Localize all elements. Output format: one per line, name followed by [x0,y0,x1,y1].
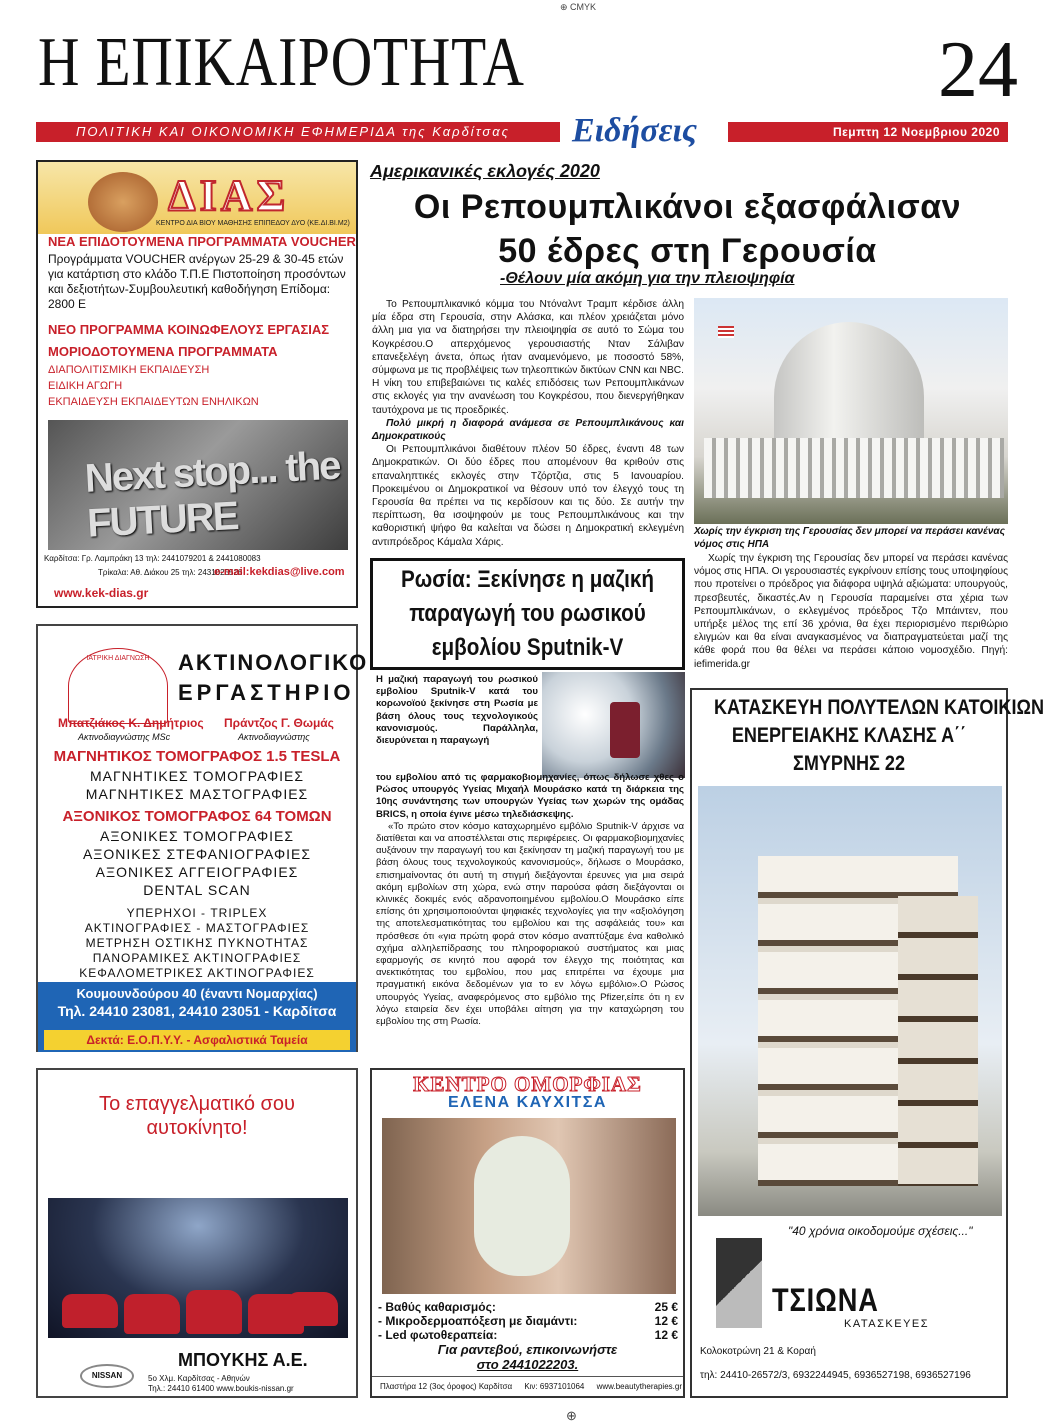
masthead-title: Η ΕΠΙΚΑΙΡΟΤΗΤΑ [38,24,525,101]
russia-paragraph: «Το πρώτο στον κόσμο καταχωρημένο εμβόλιο Sputnik-V άρχισε να διατίθεται και να αποστέλλεται στις περιφέρειες. Οι φαρμακοβιομηχανίες αυξάνουν την παραγωγή του και ξεκίνησαν τη μαζική παραγωγή του με βάση όλους τους τεχνολογικούς κανονισμούς», δήλωσε ο Μουράσκο, επισημαίνοντας ότι αυτή τη στιγμή διεξάγονται έρευνες για μια σειρά ακόμη εμβολίων στη χώρα, ενώ στην παρούσα φάση διεξάγονται οι κλινικές δοκιμές ενός αδρανοποιημένου εμβολίου.Ο Μουράσκο είπε επίσης ότι χρησιμοποιούνται ψηφιακές τεχνολογίες για την «αξιολόγηση της αποτελεσματικότητας του εμβολίου και της ασφάλειάς του» και πρόσθεσε ότι «για πρώτη φορά στον κόσμο αναπτύξαμε ένα καθολικό σχήμα αλληλεπίδρασης του πληροφοριακού συστήματος και μιας εφαρμογής σε κινητό που αφορά τον έλεγχο της ποιότητας και ανεκτικότητας του εμβολίου, που μας επιτρέπει να έχουμε μια πραγματική εικόνα δεδομένων για το εν λόγω εμβόλιο».Ο Ρώσος υπουργός Υγείας, αναφερόμενος στο εμβόλιο της Pfizer,είπε ότι η εν λόγω εταιρεία δεν έχει υποβάλει αίτηση για την καταχώρηση του εμβολίου της στη Ρωσία. [376,820,684,1028]
car-ad-title [38,1092,356,1140]
russia-body [376,772,684,1028]
radiology-title-1: ΑΚΤΙΝΟΛΟΓΙΚΟ [178,650,369,675]
photo-caption: Χωρίς την έγκριση της Γερουσίας δεν μπορεί να περάσει κανένας νόμος στις ΗΠΑ [694,526,1005,550]
article-paragraph-2: Οι Ρεπουμπλικάνοι διαθέτουν πλέον 50 έδρες, έναντι 48 των Δημοκρατικών. Οι δύο έδρες που απομένουν θα κριθούν στις επαναληπτικές εκλογές στην Τζόρτζια, στις 5 Ιανουαρίου. Προκειμένου οι Δημοκρατικοί να θέσουν υπό τον έλεγχό τους τη Γερουσία θα πρέπει να τις κερδίσουν και τις δύο. Σε αυτήν την περίπτωση, θα ισοψηφούν με τους Ρεπουμπλικάνους και την καθοριστική ψήφο θα καλείται να δώσει η Δημοκρατική εκλεγμένη αντιπρόεδρος Κάμαλα Χάρις. [372,444,684,548]
radiology-mri: ΜΑΓΝΗΤΙΚΟΣ ΤΟΜΟΓΡΑΦΟΣ 1.5 TESLA [53,748,341,765]
radiology-other-4: ΠΑΝΟΡΑΜΙΚΕΣ ΑΚΤΙΝΟΓΡΑΦΙΕΣ [92,951,302,965]
beauty-face-mask-photo [382,1118,676,1294]
radiology-doctor-2: Πράντζος Γ. Θωμάς [224,716,334,730]
russia-headline-line-3: εμβολίου Sputnik-V [431,634,624,661]
price-label: - Βαθύς καθαρισμός: [378,1300,496,1314]
dias-heading-koinofelous: ΝΕΟ ΠΡΟΓΡΑΜΜΑ ΚΟΙΝΩΦΕΛΟΥΣ ΕΡΓΑΣΙΑΣ [48,322,330,337]
radiology-doctor-1-title: Ακτινοδιαγνώστης MSc [78,732,171,742]
article-paragraph-3: Χωρίς την έγκριση της Γερουσίας δεν μπορεί να περάσει κανένας νόμος στις ΗΠΑ. Οι γερουσιαστές εγκρίνουν επίσης τους υποψηφίους που προτείνει ο πρόεδρος για διάφορα υψηλά αξιώματα: υπουργούς, πρεσβευτές, δικαστές.Αν η Γερουσία παραμείνει στα χέρια των Ρεπουμπλικάνων, ο εκλεγμένος πρόεδρος Τζο Μπάιντεν, που υπήρξε μέλος της επί 36 χρόνια, θα έχει περιορισμένο περιθώριο ελιγμών και θα είναι αναγκασμένος να διαπραγματεύεται μαζί της κάθε φορά που θα θέλει να περάσει κάποιο νομοσχέδιο. Πηγή: iefimerida.gr [694,553,1008,670]
dias-program-1: ΔΙΑΠΟΛΙΤΙΣΜΙΚΗ ΕΚΠΑΙΔΕΥΣΗ [48,364,210,376]
radiology-ct-3: ΑΞΟΝΙΚΕΣ ΑΓΓΕΙΟΓΡΑΦΙΕΣ [95,864,299,880]
dias-logo-icon [88,172,158,232]
russia-headline [395,563,661,665]
dias-email[interactable]: e-mail:kekdias@live.com [214,566,345,578]
construction-address: Κολοκοτρώνη 21 & Κοραή [700,1346,816,1357]
radiology-ct-1: ΑΞΟΝΙΚΕΣ ΤΟΜΟΓΡΑΦΙΕΣ [99,828,295,844]
article-headline-line-1: Οι Ρεπουμπλικάνοι εξασφάλισαν [413,188,962,226]
price-label: - Μικροδερμοαπόξεση με διαμάντι: [378,1314,578,1328]
radiology-mri-2: ΜΑΓΝΗΤΙΚΕΣ ΜΑΣΤΟΓΡΑΦΙΕΣ [85,786,309,802]
car-ad-title-line-1: Το επαγγελματικό σου [99,1093,295,1115]
russia-lead: Η μαζική παραγωγή του ρωσικού εμβολίου Sputnik-V κατά του κορωνοϊού ξεκίνησε στη Ρωσία με βάση όλους τους τεχνολογικούς κανονισμούς. Παράλληλα, διευρύνεται η παραγωγή [376,674,538,747]
construction-company-sub: ΚΑΤΑΣΚΕΥΕΣ [844,1318,930,1330]
dias-voucher-text: Προγράμματα VOUCHER ανέργων 25-29 & 30-45 ετών για κατάρτιση στο κλάδο Τ.Π.Ε Πιστοποίηση προσόντων και δεξιοτήτων-Συμβουλευτική καθοδήγηση Επίδομα: 2800 Ε [48,252,346,311]
dias-heading-moriodotoumena: ΜΟΡΙΟΔΟΤΟΥΜΕΝΑ ΠΡΟΓΡΑΜΜΑΤΑ [48,344,278,359]
russia-headline-box [370,558,685,670]
dias-logo: ΔΙΑΣ [168,171,290,220]
construction-title-1: ΚΑΤΑΣΚΕΥΗ ΠΟΛΥΤΕΛΩΝ ΚΑΤΟΙΚΙΩΝ [713,696,1044,719]
construction-phone: τηλ: 24410-26572/3, 6932244945, 6936527198, 6936527196 [700,1370,971,1381]
russia-headline-line-1: Ρωσία: Ξεκίνησε η μαζική [401,566,654,593]
construction-title-3: ΣΜΥΡΝΗΣ 22 [792,752,906,775]
radiology-doctor-2-title: Ακτινοδιαγνώστης [238,732,310,742]
radiology-phone: Τηλ. 24410 23081, 24410 23051 - Καρδίτσα [57,1003,337,1019]
price-value: 12 € [654,1314,678,1328]
price-row [378,1300,678,1314]
radiology-other-5: ΚΕΦΑΛΟΜΕΤΡΙΚΕΣ ΑΚΤΙΝΟΓΡΑΦΙΕΣ [79,966,315,980]
building-side [898,896,978,1186]
car-showroom-image [48,1198,348,1338]
ad-construction [690,688,1044,1398]
beauty-call-to-action: Για ραντεβού, επικοινωνήστε [437,1342,618,1357]
radiology-other-3: ΜΕΤΡΗΣΗ ΟΣΤΙΚΗΣ ΠΥΚΝΟΤΗΤΑΣ [85,936,309,950]
car-icon [288,1292,338,1326]
section-title: Ειδήσεις [572,112,698,149]
dias-heading-voucher: ΝΕΑ ΕΠΙΔΟΤΟΥΜΕΝΑ ΠΡΟΓΡΑΜΜΑΤΑ VOUCHER [48,234,356,249]
radiology-doctor-1: Μπατζιάκος Κ. Δημήτριος [58,716,204,730]
ad-beauty-center [370,1068,685,1398]
dias-header [38,162,356,234]
beauty-title: ΚΕΝΤΡΟ ΟΜΟΡΦΙΑΣ [413,1072,642,1096]
price-value: 12 € [654,1328,678,1342]
radiology-title-2: ΕΡΓΑΣΤΗΡΙΟ [178,680,355,705]
radiology-mri-1: ΜΑΓΝΗΤΙΚΕΣ ΤΟΜΟΓΡΑΦΙΕΣ [89,768,305,784]
radiology-insurance: Δεκτά: Ε.Ο.Π.Υ.Υ. - Ασφαλιστικά Ταμεία [44,1030,350,1050]
page-number: 24 [938,26,1018,114]
price-value: 25 € [654,1300,678,1314]
radiology-other-1: ΥΠΕΡΗΧΟΙ - TRIPLEX [126,906,268,920]
tsiona-logo-icon [716,1238,762,1328]
article-kicker: Αμερικανικές εκλογές 2020 [370,161,600,181]
beauty-website[interactable]: www.beautytherapies.gr [596,1382,682,1391]
dias-logo-sub: ΚΕΝΤΡΟ ΔΙΑ ΒΙΟΥ ΜΑΘΗΣΗΣ ΕΠΙΠΕΔΟΥ ΔΥΟ (ΚΕ.ΔΙ.ΒΙ.Μ2) [156,220,350,227]
dias-website[interactable]: www.kek-dias.gr [54,586,149,600]
issue-date: Πεμπτη 12 Νοεμβριου 2020 [728,122,1008,142]
registration-mark: ⊕ CMYK [560,2,597,12]
car-icon [186,1290,242,1334]
capitol-columns [704,438,1004,498]
ad-dias [36,160,358,608]
article-subhead: -Θέλουν μία ακόμη για την πλειοψηφία [500,270,795,287]
vaccine-photo [542,672,685,778]
construction-company-name: ΤΣΙΩΝΑ [772,1282,879,1318]
ad-radiology [36,624,369,1052]
article-subheading: Πολύ μικρή η διαφορά ανάμεσα σε Ρεπουμπλικάνους και Δημοκρατικούς [372,417,684,443]
beauty-address: Πλαστήρα 12 (3ος όροφος) Καρδίτσα [380,1382,513,1391]
nissan-logo: NISSAN [80,1364,134,1388]
price-label: - Led φωτοθεραπεία: [378,1328,498,1342]
price-row [378,1328,678,1342]
masthead-tagline: ΠΟΛΙΤΙΚΗ ΚΑΙ ΟΙΚΟΝΟΜΙΚΗ ΕΦΗΜΕΡΙΔΑ της Καρδίτσας [36,122,560,142]
dias-address-trikala: Τρίκαλα: Αθ. Διάκου 25 τηλ: 2431025526 [98,568,243,577]
beauty-phone: στο 2441022203. [476,1357,579,1372]
car-icon [124,1294,180,1334]
vial-icon [610,702,640,758]
article-body-right [694,552,1008,671]
radiology-other-2: ΑΚΤΙΝΟΓΡΑΦΙΕΣ - ΜΑΣΤΟΓΡΑΦΙΕΣ [84,921,310,935]
face-mask-icon [474,1136,570,1276]
radiology-ct-4: DENTAL SCAN [143,882,251,898]
radiology-ct: ΑΞΟΝΙΚΟΣ ΤΟΜΟΓΡΑΦΟΣ 64 ΤΟΜΩΝ [62,808,332,825]
article-headline-line-2: 50 έδρες στη Γερουσία [498,232,877,270]
article-headline [370,185,1005,273]
capitol-dome [774,322,924,442]
registration-mark-bottom: ⊕ [566,1408,577,1423]
capitol-photo [694,298,1008,524]
radiology-logo: ΙΑΤΡΙΚΗ ΔΙΑΓΝΩΣΗ [68,648,168,724]
car-dealer-address: 5ο Χλμ. Καρδίτσας - Αθηνών [148,1374,250,1383]
construction-slogan: "40 χρόνια οικοδομούμε σχέσεις..." [788,1224,973,1238]
beauty-mobile: Κιν: 6937101064 [524,1382,585,1391]
russia-lead-continued: του εμβολίου από τις φαρμακοβιομηχανίες, όπως δήλωσε χθες ο Ρώσος υπουργός Υγείας Μιχαήλ Μουράσκο κατά τη διάρκεια της 10ης συνάντησης των υπουργών Υγείας των χωρών της ομάδας BRICS, η οποία έγινε μέσω τηλεδιάσκεψης. [376,772,684,820]
beauty-owner: ΕΛΕΝΑ ΚΑΥΧΙΤΣΑ [448,1094,607,1111]
car-icon [62,1294,118,1328]
dias-program-3: ΕΚΠΑΙΔΕΥΣΗ ΕΚΠΑΙΔΕΥΤΩΝ ΕΝΗΛΙΚΩΝ [48,396,259,408]
car-ad-title-line-2: αυτοκίνητο! [146,1117,248,1139]
article-body-left [372,298,684,549]
dias-image-text: Next stop... the FUTURE [83,443,341,546]
ad-car-dealer [36,1068,358,1398]
dias-program-2: ΕΙΔΙΚΗ ΑΓΩΓΗ [48,380,123,392]
us-flag-icon [718,326,734,338]
car-dealer-name: ΜΠΟΥΚΗΣ Α.Ε. [178,1350,308,1370]
radiology-ct-2: ΑΞΟΝΙΚΕΣ ΣΤΕΦΑΝΙΟΓΡΑΦΙΕΣ [82,846,312,862]
dias-address-karditsa: Καρδίτσα: Γρ. Λαμπράκη 13 τηλ: 2441079201 & 2441080083 [44,554,261,563]
radiology-address: Κουμουνδούρου 40 (έναντι Νομαρχίας) [76,986,318,1001]
dias-truck-image [48,420,348,550]
building-render [698,786,1002,1216]
price-row [378,1314,678,1328]
beauty-footer [372,1376,683,1396]
radiology-contact-bar [38,982,356,1052]
article-paragraph-1: Το Ρεπουμπλικανικό κόμμα του Ντόναλντ Τραμπ κέρδισε άλλη μία έδρα στη Γερουσία, στην Αλάσκα, και πλέον χρειάζεται μόνο άλλη μια για να διατηρήσει την πλειοψηφία σε αυτό το Σώμα του Κογκρέσου.Ο απερχόμενος γερουσιαστής Νταν Σάλιβαν επανεξελέγη άνετα, όπως ήταν αναμενόμενο, με ποσοστό 58%, σύμφωνα με τις προβλέψεις των τηλεοπτικών δικτύων CNN και NBC. Η νίκη του επιβεβαιώνει τις καλές επιδόσεις των Ρεπουμπλικάνων στις εκλογές για την ανανέωση του Κογκρέσου, που διενεργήθηκαν ταυτόχρονα με τις προεδρικές. [372,299,684,416]
construction-title-2: ΕΝΕΡΓΕΙΑΚΗΣ ΚΛΑΣΗΣ Α΄΄ [731,724,967,747]
car-dealer-phone: Τηλ.: 24410 61400 www.boukis-nissan.gr [148,1384,294,1393]
russia-headline-line-2: παραγωγή του ρωσικού [409,600,646,627]
